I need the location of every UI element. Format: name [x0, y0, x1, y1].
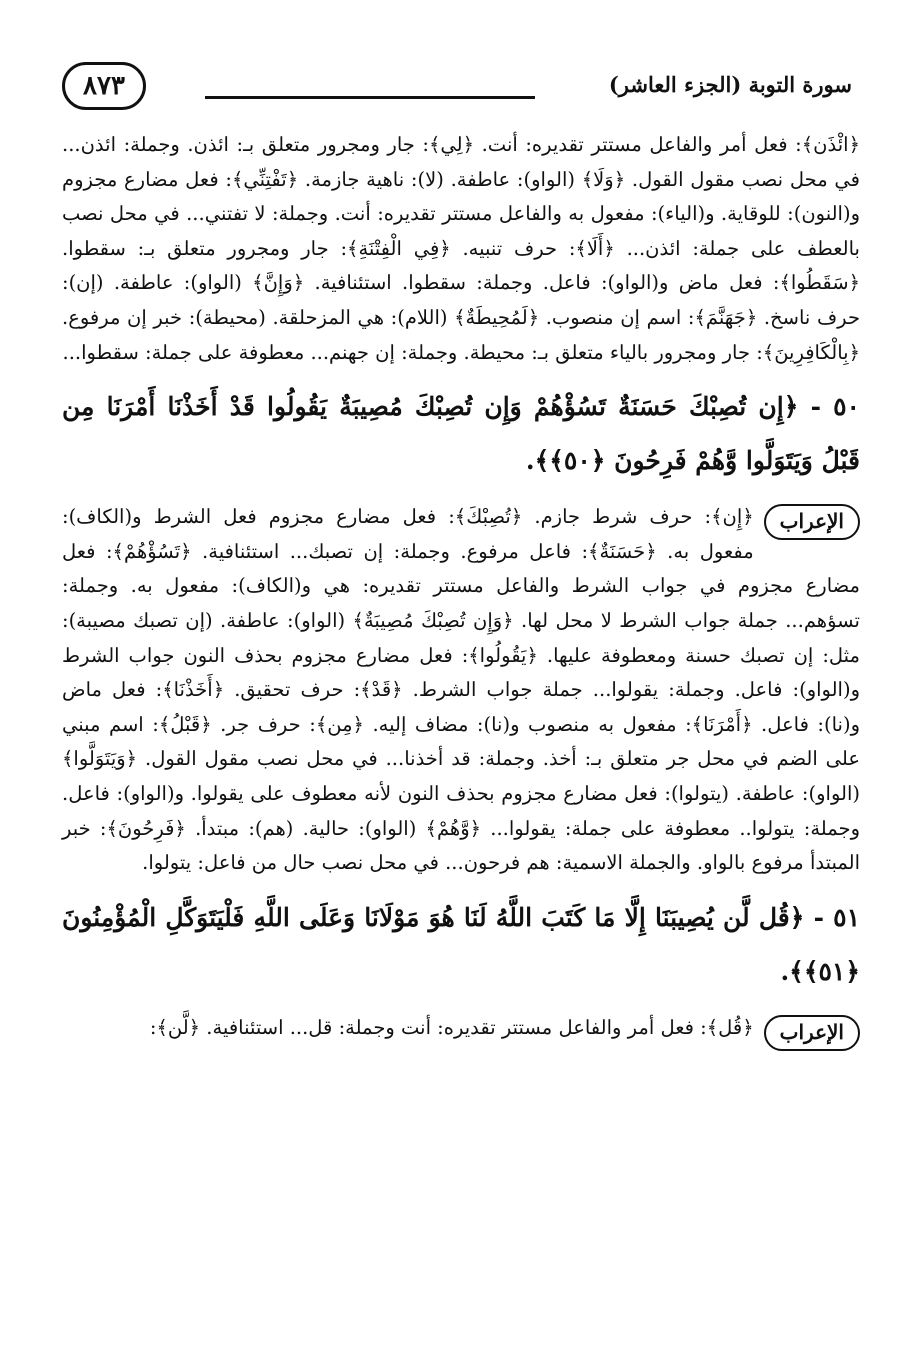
irab-section-51 [62, 1011, 860, 1046]
running-title: سورة التوبة (الجزء العاشر) [608, 72, 852, 97]
verse-51 [62, 891, 860, 999]
page-content [62, 128, 860, 1053]
irab-section-50 [62, 500, 860, 881]
irab-label: الإعراب [764, 504, 860, 540]
irab-label: الإعراب [764, 1015, 860, 1051]
verse-text: ﴿إِن تُصِبْكَ حَسَنَةٌ تَسُؤْهُمْ وَإِن تُصِبْكَ مُصِيبَةٌ يَقُولُوا قَدْ أَخَذْنَا أَمْرَنَا مِن قَبْلُ وَيَتَوَلَّوا وَّهُمْ فَرِحُونَ ﴿٥٠﴾﴾. [62, 392, 860, 476]
header-rule [205, 96, 535, 99]
verse-50 [62, 380, 860, 488]
irab-text: ﴿قُل﴾: فعل أمر والفاعل مستتر تقديره: أنت وجملة: قل... استئنافية. ﴿لَّن﴾: [149, 1015, 754, 1039]
page-number: ٨٧٣ [62, 62, 146, 110]
verse-number: ٥٠ - [810, 392, 860, 422]
verse-number: ٥١ - [813, 902, 860, 932]
intro-paragraph: ﴿ائْذَن﴾: فعل أمر والفاعل مستتر تقديره: أنت. ﴿لِي﴾: جار ومجرور متعلق بـ: ائذن. وجملة: ائذن... في محل نصب مقول القول. ﴿وَلَا﴾ (الواو): عاطفة. (لا): ناهية جازمة. ﴿تَفْتِنِّي﴾: فعل مضارع مجزوم و(النون): للوقاية. و(الياء): مفعول به والفاعل مستتر تقديره: أنت. وجملة: لا تفتني... في محل نصب بالعطف على جملة: ائذن... ﴿أَلَا﴾: حرف تنبيه. ﴿فِي الْفِتْنَةِ﴾: جار ومجرور متعلق بـ: سقطوا. ﴿سَقَطُوا﴾: فعل ماض و(الواو): فاعل. وجملة: سقطوا. استئنافية. ﴿وَإِنَّ﴾ (الواو): عاطفة. (إن): حرف ناسخ. ﴿جَهَنَّمَ﴾: اسم إن منصوب. ﴿لَمُحِيطَةٌ﴾ (اللام): هي المزحلقة. (محيطة): خبر إن مرفوع. ﴿بِالْكَافِرِينَ﴾: جار ومجرور بالياء متعلق بـ: محيطة. وجملة: إن جهنم... معطوفة على جملة: سقطوا... [62, 133, 860, 364]
verse-text: ﴿قُل لَّن يُصِيبَنَا إِلَّا مَا كَتَبَ اللَّهُ لَنَا هُوَ مَوْلَانَا وَعَلَى اللَّهِ فَلْيَتَوَكَّلِ الْمُؤْمِنُونَ ﴿٥١﴾﴾. [62, 902, 860, 986]
page-header [0, 62, 922, 124]
irab-text: ﴿إِن﴾: حرف شرط جازم. ﴿تُصِبْكَ﴾: فعل مضارع مجزوم فعل الشرط و(الكاف): مفعول به. ﴿حَسَنَةٌ﴾: فاعل مرفوع. وجملة: إن تصبك... استئنافية. ﴿تَسُؤْهُمْ﴾: فعل مضارع مجزوم في جواب الشرط والفاعل مستتر تقديره: هي و(الكاف): مفعول به. وجملة: تسؤهم... جملة جواب الشرط لا محل لها. ﴿وَإِن تُصِبْكَ مُصِيبَةٌ﴾ (الواو): عاطفة. (إن تصبك مصيبة): مثل: إن تصبك حسنة ومعطوفة عليها. ﴿يَقُولُوا﴾: فعل مضارع مجزوم بحذف النون جواب الشرط و(الواو): فاعل. وجملة: يقولوا... جملة جواب الشرط. ﴿قَدْ﴾: حرف تحقيق. ﴿أَخَذْنَا﴾: فعل ماض و(نا): فاعل. ﴿أَمْرَنَا﴾: مفعول به منصوب و(نا): مضاف إليه. ﴿مِن﴾: حرف جر. ﴿قَبْلُ﴾: اسم مبني على الضم في محل جر متعلق بـ: أخذ. وجملة: قد أخذنا... في محل نصب مقول القول. ﴿وَيَتَوَلَّوا﴾ (الواو): عاطفة. (يتولوا): فعل مضارع مجزوم بحذف النون لأنه معطوف على يقولوا. و(الواو): فاعل. وجملة: يتولوا.. معطوفة على جملة: يقولوا... ﴿وَّهُمْ﴾ (الواو): حالية. (هم): مبتدأ. ﴿فَرِحُونَ﴾: خبر المبتدأ مرفوع بالواو. والجملة الاسمية: هم فرحون... في محل نصب حال من فاعل: يتولوا. [62, 505, 860, 875]
